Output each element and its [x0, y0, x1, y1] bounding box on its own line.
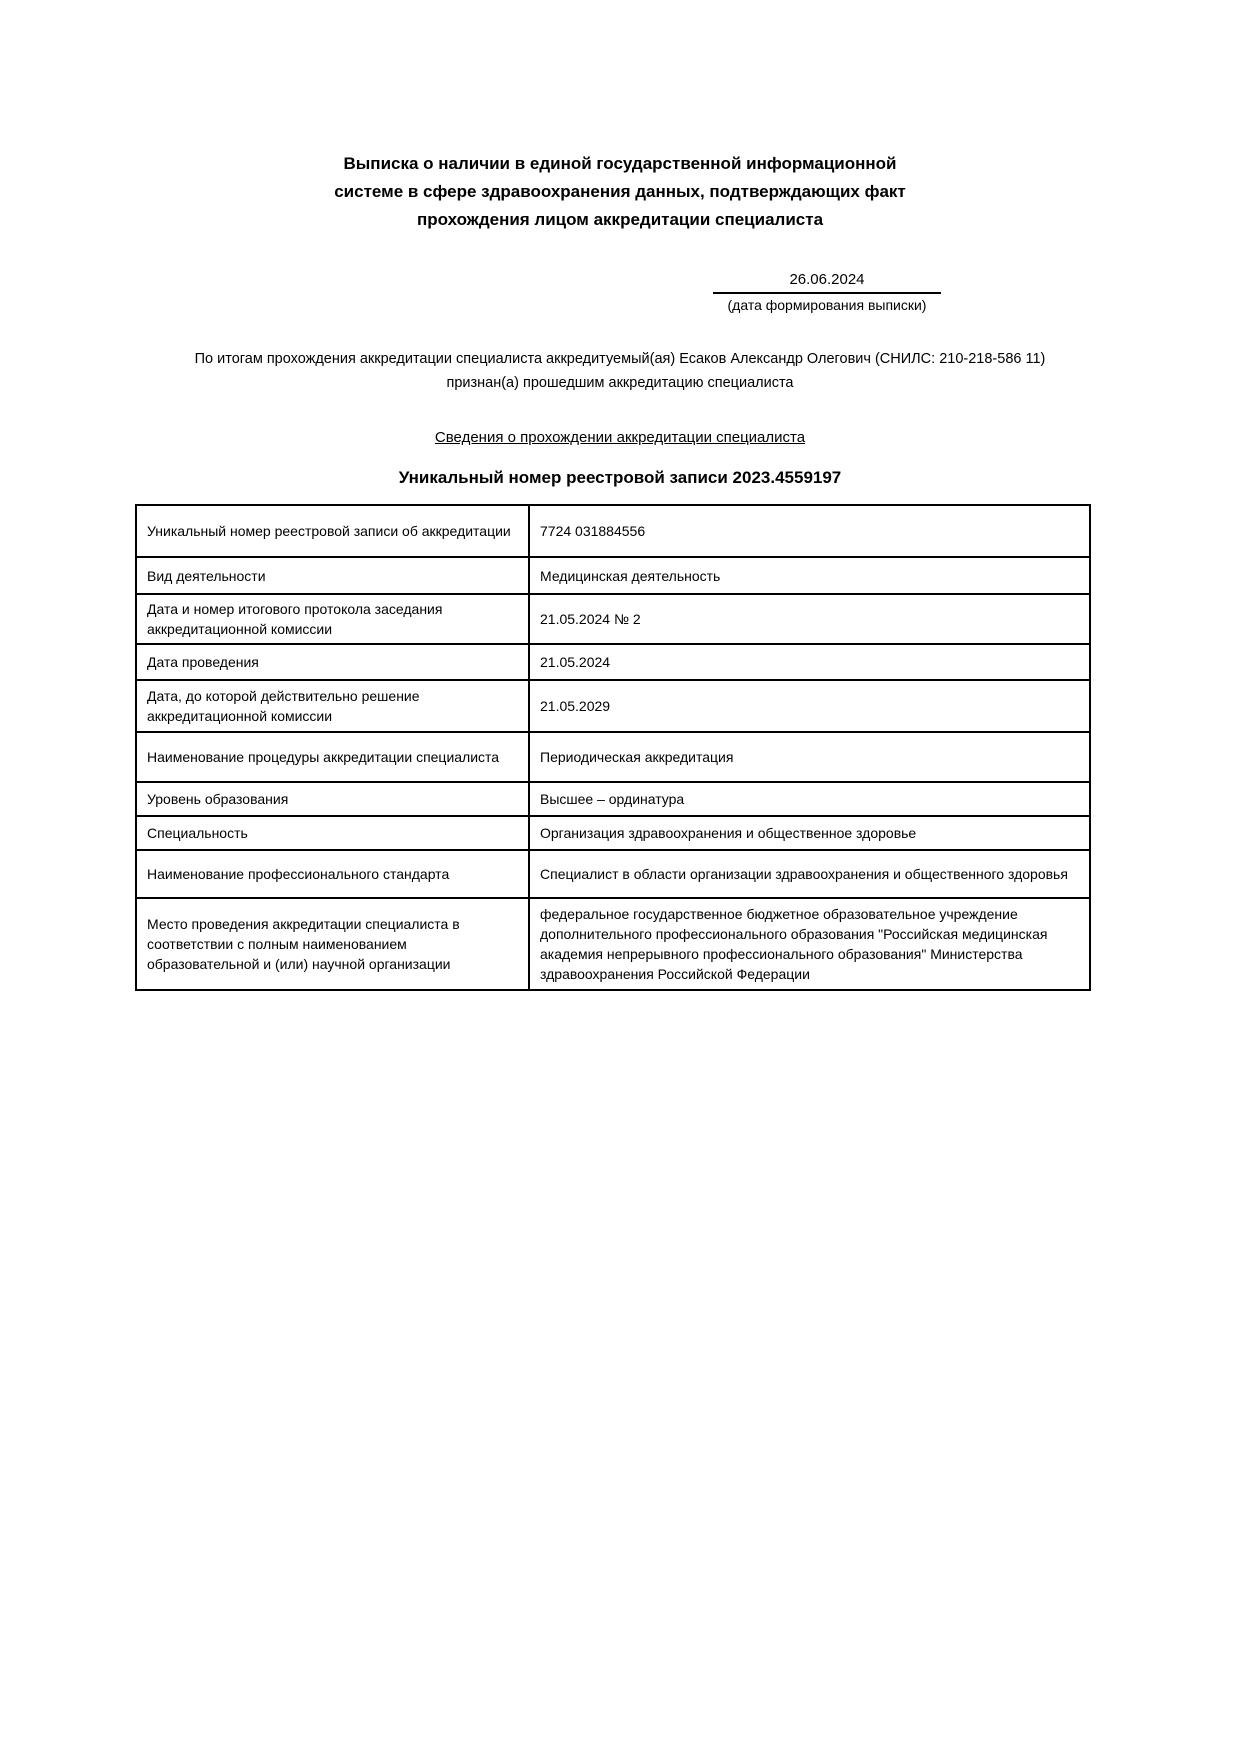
intro-line-1: По итогам прохождения аккредитации специалиста аккредитуемый(ая) Есаков Александр Олегович (СНИЛС: 210-218-586 11): [194, 351, 1046, 367]
row-label: Уровень образования: [136, 782, 529, 816]
table-row: [136, 594, 1090, 644]
row-label: Вид деятельности: [136, 557, 529, 594]
table-row: [136, 644, 1090, 680]
row-label: Дата, до которой действительно решение аккредитационной комиссии: [136, 680, 529, 732]
row-label: Уникальный номер реестровой записи об аккредитации: [136, 505, 529, 557]
extract-date-value: 26.06.2024: [713, 271, 941, 294]
table-row: [136, 505, 1090, 557]
row-label: Дата и номер итогового протокола заседания аккредитационной комиссии: [136, 594, 529, 644]
document-title-line-1: Выписка о наличии в единой государственной информационной: [343, 154, 897, 173]
row-value: 21.05.2029: [529, 680, 1090, 732]
extract-date-caption: (дата формирования выписки): [727, 297, 927, 313]
accreditation-details-table: [135, 504, 1091, 991]
row-value: Специалист в области организации здравоохранения и общественного здоровья: [529, 850, 1090, 898]
row-value: 7724 031884556: [529, 505, 1090, 557]
table-row: [136, 680, 1090, 732]
row-value: Медицинская деятельность: [529, 557, 1090, 594]
row-label: Наименование профессионального стандарта: [136, 850, 529, 898]
row-value: 21.05.2024 № 2: [529, 594, 1090, 644]
table-row: [136, 850, 1090, 898]
row-label: Специальность: [136, 816, 529, 850]
extract-date-block: [713, 271, 941, 314]
row-value: федеральное государственное бюджетное образовательное учреждение дополнительного профессионального образования "Российская медицинская академия непрерывного профессионального образования" Министерства здравоохранения Российской Федерации: [529, 898, 1090, 990]
table-row: [136, 557, 1090, 594]
row-value: Высшее – ординатура: [529, 782, 1090, 816]
row-label: Место проведения аккредитации специалиста в соответствии с полным наименованием образовательной и (или) научной организации: [136, 898, 529, 990]
row-value: Периодическая аккредитация: [529, 732, 1090, 782]
table-row: [136, 782, 1090, 816]
intro-line-2: признан(а) прошедшим аккредитацию специалиста: [446, 375, 794, 391]
intro-paragraph: [90, 347, 1150, 395]
document-title: [240, 0, 1000, 234]
row-value: Организация здравоохранения и общественное здоровье: [529, 816, 1090, 850]
row-label: Наименование процедуры аккредитации специалиста: [136, 732, 529, 782]
section-heading: Сведения о прохождении аккредитации специалиста: [434, 429, 806, 446]
registry-record-heading: Уникальный номер реестровой записи 2023.4559197: [398, 468, 842, 487]
row-label: Дата проведения: [136, 644, 529, 680]
table-row: [136, 898, 1090, 990]
document-title-line-2: системе в сфере здравоохранения данных, подтверждающих факт: [334, 182, 906, 201]
document-title-line-3: прохождения лицом аккредитации специалиста: [416, 210, 824, 229]
accreditation-table-body: [136, 505, 1090, 990]
table-row: [136, 732, 1090, 782]
table-row: [136, 816, 1090, 850]
row-value: 21.05.2024: [529, 644, 1090, 680]
